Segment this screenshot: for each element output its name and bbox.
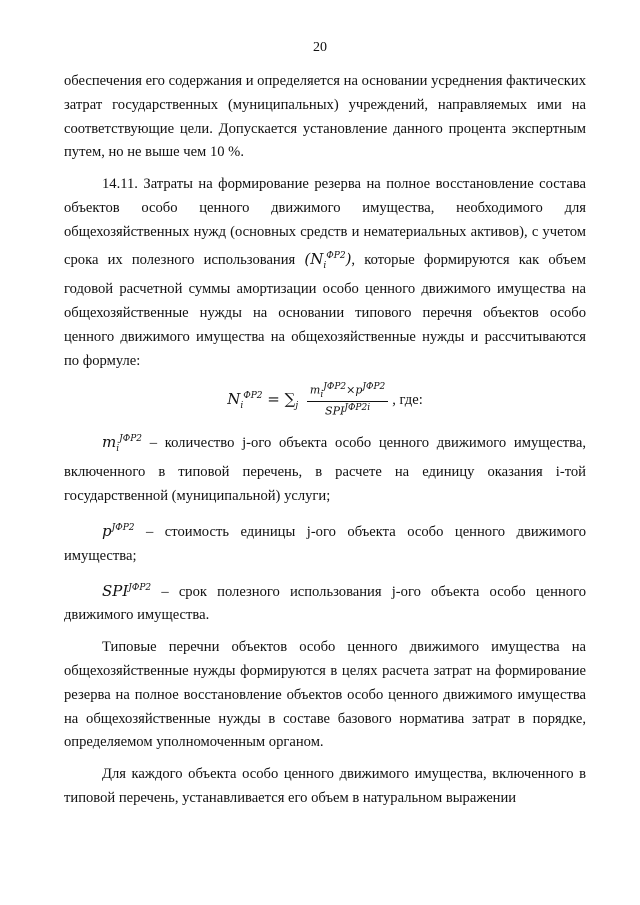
paragraph-each-object: Для каждого объекта особо ценного движимого имущества, включенного в типовой перечень, устанавливается его объем в натуральном выражении bbox=[64, 766, 586, 806]
paragraph-continuation: обеспечения его содержания и определяется на основании усреднения фактических затрат государственных (муниципальных) учреждений, направляемых ими на соответствующие цели. Допускается установление данного процента экспертным путем, но не выше чем 10 %. bbox=[64, 73, 586, 161]
page-number: 20 bbox=[313, 40, 327, 55]
formula-fraction bbox=[307, 382, 388, 418]
symbol-m: $m_i^{JФР2}$ bbox=[102, 432, 142, 454]
definition-p: $p^{JФР2}$ – стоимость единицы j-ого объекта особо ценного движимого имущества; bbox=[64, 521, 586, 564]
symbol-spi: $SPI^{JФР2}$ bbox=[102, 581, 152, 600]
symbol-n-inline: $(N_i^{ФР2})$ bbox=[304, 249, 352, 271]
formula: $N_i^{ФР2} = \sum_j$ $\frac{m_i^{JФР2}\times p^{JФР2}}{SPI^{JФР2i}}$ , где: bbox=[227, 381, 423, 418]
formula-denominator: $SPI^{JФР2i}$ bbox=[325, 402, 371, 418]
paragraph-14-11-text-start: 14.11. Затраты на формирование резерва на полное восстановление состава объектов особо ценного движимого имущества, необходимого для общехозяйственных нужд (основных средств и нематериальных активов), с учетом срока их полезного использования bbox=[64, 176, 586, 268]
definition-m: $m_i^{JФР2}$ – количество j-ого объекта особо ценного движимого имущества, включенного в типовой перечень, в расчете на единицу оказания i-той государственной (муниципальной) услуги; bbox=[64, 432, 586, 505]
formula-block bbox=[64, 376, 586, 424]
paragraph-typical-lists: Типовые перечни объектов особо ценного движимого имущества на общехозяйственные нужды формируются в целях расчета затрат на формирование резерва на полное восстановление объектов особо ценного движимого имущества на общехозяйственные нужды в составе базового норматива затрат в порядке, определяемом уполномоченным органом. bbox=[64, 639, 586, 751]
page-body bbox=[64, 70, 586, 811]
definition-spi: $SPI^{JФР2}$ – срок полезного использования j-ого объекта особо ценного движимого имущества. bbox=[64, 581, 586, 624]
formula-numerator: $m_i^{JФР2}\times p^{JФР2}$ bbox=[307, 382, 388, 402]
paragraph-14-11-text-end: , которые формируются как объем годовой расчетной суммы амортизации особо ценного движимого имущества на общехозяйственные нужды на основании типового перечня объектов особо ценного движимого имущества на общехозяйственные нужды и рассчитываются по формуле: bbox=[64, 251, 586, 369]
paragraph-14-11 bbox=[64, 173, 586, 373]
symbol-p: $p^{JФР2}$ bbox=[102, 521, 135, 540]
